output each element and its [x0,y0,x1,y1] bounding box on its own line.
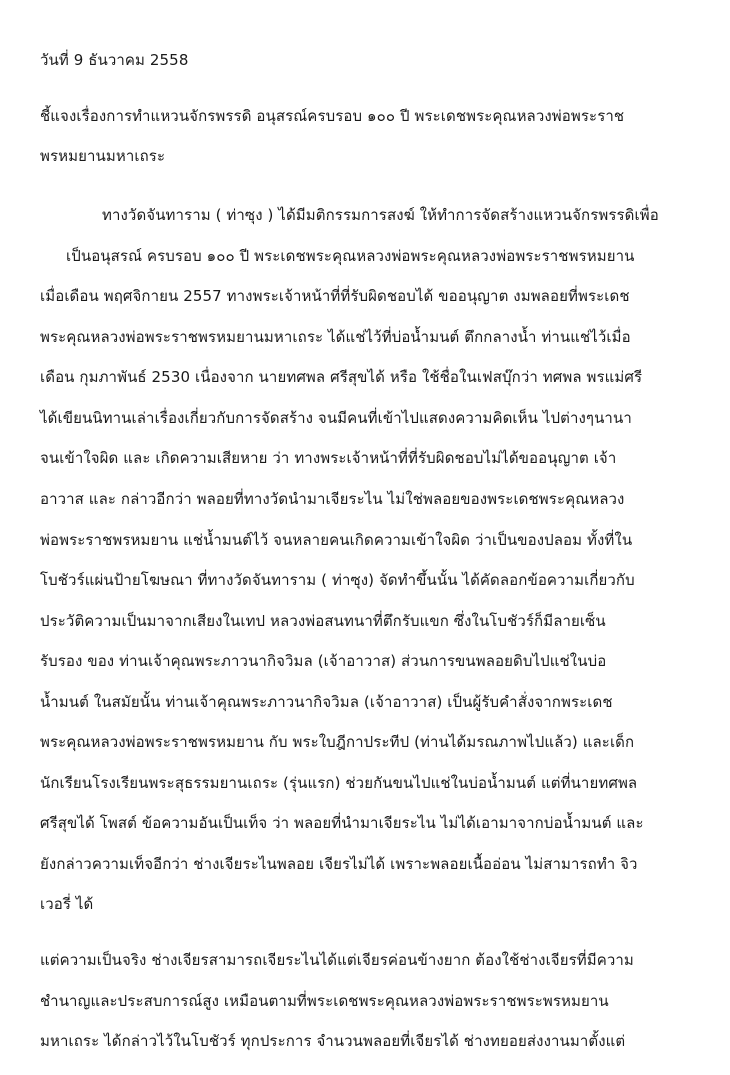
paragraph-line: เมื่อเดือน พฤศจิกายน 2557 ทางพระเจ้าหน้าที่ที่รับผิดชอบได้ ขออนุญาต งมพลอยที่พระเดช [40,287,630,305]
paragraph-line: ได้เขียนนิทานเล่าเรื่องเกี่ยวกับการจัดสร้าง จนมีคนที่เข้าไปแสดงความคิดเห็น ไปต่างๆนานา [40,409,632,427]
paragraph-line: ประวัติความเป็นมาจากเสียงในเทป หลวงพ่อสนทนาที่ตึกรับแขก ซึ่งในโบชัวร์ก็มีลายเซ็น [40,612,606,630]
paragraph-line: เป็นอนุสรณ์ ครบรอบ ๑๐๐ ปี พระเดชพระคุณหลวงพ่อพระคุณหลวงพ่อพระราชพรหมยาน [66,247,635,265]
paragraph-line: ทางวัดจันทาราม ( ท่าซุง ) ได้มีมติกรรมการสงฆ์ ให้ทำการจัดสร้างแหวนจักรพรรดิเพื่อ [102,206,659,224]
paragraph-line: พระคุณหลวงพ่อพระราชพรหมยาน กับ พระใบฎีกาประทีป (ท่านได้มรณภาพไปแล้ว) และเด็ก [40,733,635,751]
paragraph-line: พระคุณหลวงพ่อพระราชพรหมยานมหาเถระ ได้แช่ไว้ที่บ่อน้ำมนต์ ตึกกลางน้ำ ท่านแช่ไว้เมื่อ [40,328,631,346]
paragraph-line: จนเข้าใจผิด และ เกิดความเสียหาย ว่า ทางพระเจ้าหน้าที่ที่รับผิดชอบไม่ได้ขออนุญาต เจ้า [40,449,617,467]
paragraph-line: รับรอง ของ ท่านเจ้าคุณพระภาวนากิจวิมล (เจ้าอาวาส) ส่วนการขนพลอยดิบไปแช่ในบ่อ [40,652,607,670]
document-date: วันที่ 9 ธันวาคม 2558 [40,51,189,69]
paragraph-line: ชำนาญและประสบการณ์สูง เหมือนตามที่พระเดชพระคุณหลวงพ่อพระราชพระพรหมยาน [40,992,609,1010]
paragraph-line: มหาเถระ ได้กล่าวไว้ในโบชัวร์ ทุกประการ จำนวนพลอยที่เจียรได้ ช่างทยอยส่งงานมาตั้งแต่ [40,1032,626,1050]
paragraph-line: น้ำมนต์ ในสมัยนั้น ท่านเจ้าคุณพระภาวนากิจวิมล (เจ้าอาวาส) เป็นผู้รับคำสั่งจากพระเดช [40,693,613,711]
paragraph-line: นักเรียนโรงเรียนพระสุธรรมยานเถระ (รุ่นแรก) ช่วยกันขนไปแช่ในบ่อน้ำมนต์ แต่ที่นายทศพล [40,774,638,792]
paragraph-line: ศรีสุขได้ โพสต์ ข้อความอันเป็นเท็จ ว่า พลอยที่นำมาเจียระไน ไม่ได้เอามาจากบ่อน้ำมนต์ และ [40,814,644,832]
paragraph-line: เวอรี่ ได้ [40,895,94,913]
paragraph-line: ยังกล่าวความเท็จอีกว่า ช่างเจียระไนพลอย เจียรไม่ได้ เพราะพลอยเนื้ออ่อน ไม่สามารถทำ จิว [40,855,638,873]
document-subject-line: พรหมยานมหาเถระ [40,147,166,165]
paragraph-line: แต่ความเป็นจริง ช่างเจียรสามารถเจียระไนได้แต่เจียรค่อนข้างยาก ต้องใช้ช่างเจียรที่มีความ [40,951,634,969]
paragraph-line: อาวาส และ กล่าวอีกว่า พลอยที่ทางวัดนำมาเจียระไน ไม่ใช่พลอยของพระเดชพระคุณหลวง [40,490,625,508]
document-subject-line: ชี้แจงเรื่องการทำแหวนจักรพรรดิ อนุสรณ์ครบรอบ ๑๐๐ ปี พระเดชพระคุณหลวงพ่อพระราช [40,107,625,125]
paragraph-line: พ่อพระราชพรหมยาน แช่น้ำมนต์ไว้ จนหลายคนเกิดความเข้าใจผิด ว่าเป็นของปลอม ทั้งที่ใน [40,531,633,549]
paragraph-line: เดือน กุมภาพันธ์ 2530 เนื่องจาก นายทศพล ศรีสุขได้ หรือ ใช้ชื่อในเฟสบุ๊กว่า ทศพล พรแม่ศรี [40,368,643,386]
paragraph-line: โบชัวร์แผ่นป้ายโฆษณา ที่ทางวัดจันทาราม ( ท่าซุง) จัดทำขึ้นนั้น ได้คัดลอกข้อความเกี่ยวกับ [40,571,635,589]
